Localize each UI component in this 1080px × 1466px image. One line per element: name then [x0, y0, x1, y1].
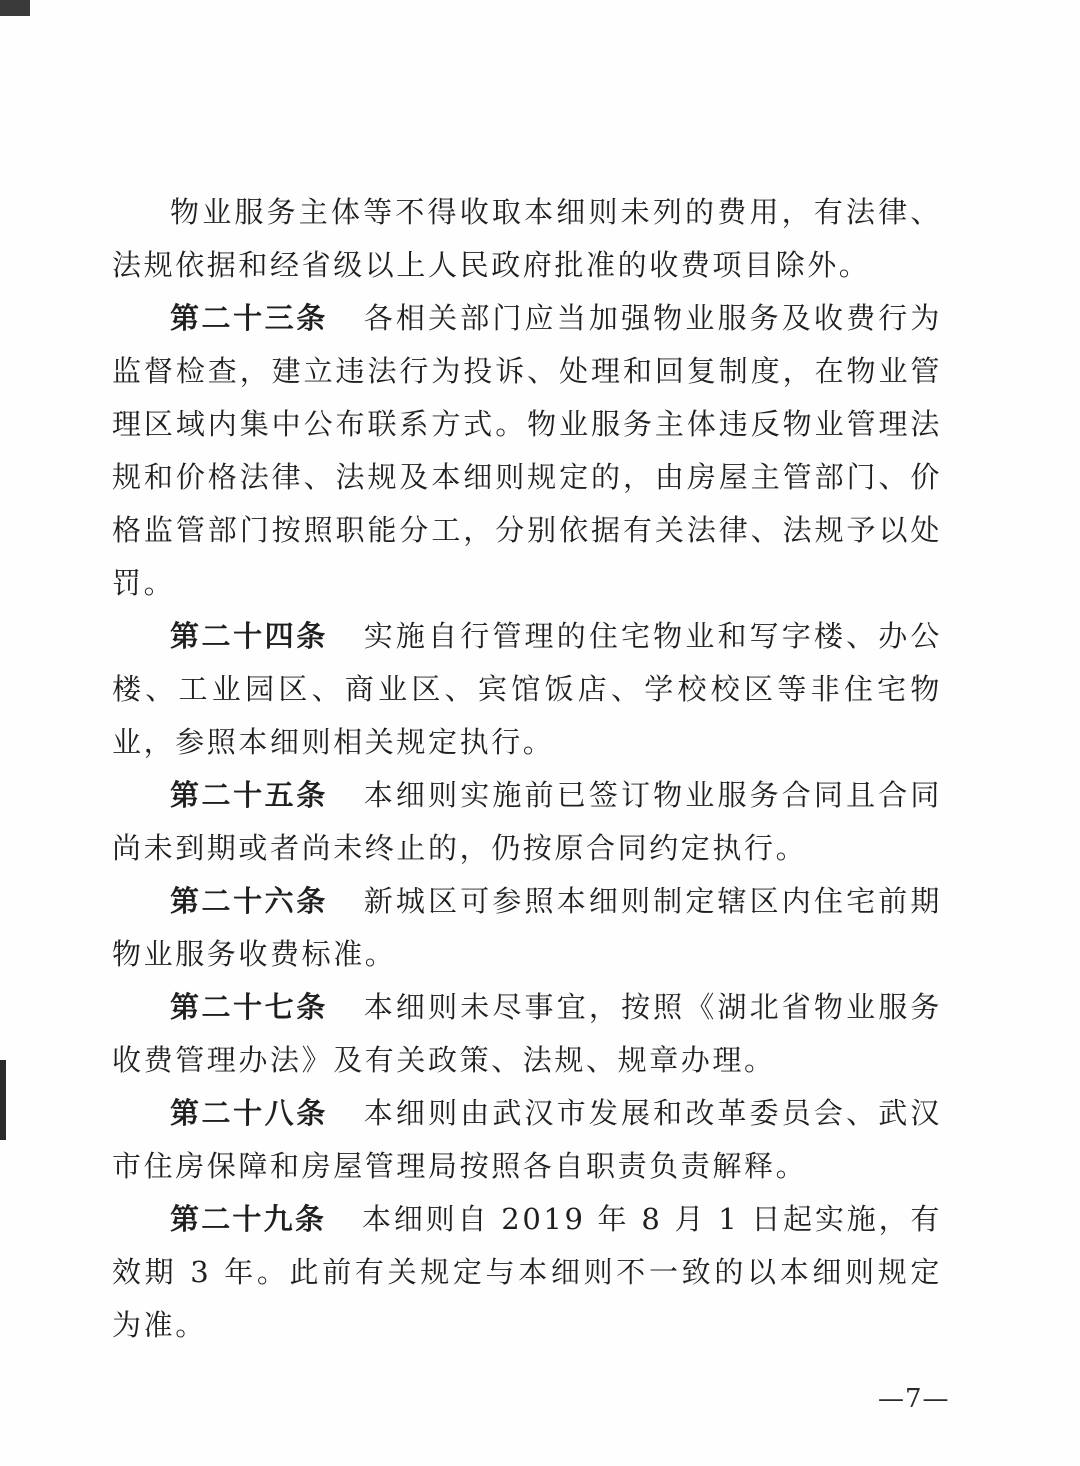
article-24 — [112, 610, 942, 769]
article-label: 第二十三条 — [170, 301, 328, 335]
article-23 — [112, 292, 942, 610]
article-label: 第二十八条 — [170, 1096, 328, 1130]
article-text: 新城区可参照本细则制定辖区内住宅前期物业服务收费标准。 — [112, 884, 942, 971]
article-text: 本细则由武汉市发展和改革委员会、武汉市住房保障和房屋管理局按照各自职责负责解释。 — [112, 1096, 942, 1183]
article-label: 第二十六条 — [170, 884, 328, 918]
scan-edge-mark — [0, 1060, 6, 1140]
article-26 — [112, 875, 942, 981]
article-29 — [112, 1193, 942, 1352]
article-28 — [112, 1087, 942, 1193]
document-body — [112, 186, 942, 1352]
article-text: 本细则实施前已签订物业服务合同且合同尚未到期或者尚未终止的，仍按原合同约定执行。 — [112, 778, 942, 865]
article-label: 第二十五条 — [170, 778, 328, 812]
scan-edge-mark — [0, 0, 30, 16]
article-text: 各相关部门应当加强物业服务及收费行为监督检查，建立违法行为投诉、处理和回复制度，在物业管理区域内集中公布联系方式。物业服务主体违反物业管理法规和价格法律、法规及本细则规定的，由房屋主管部门、价格监管部门按照职能分工，分别依据有关法律、法规予以处罚。 — [112, 301, 942, 600]
article-label: 第二十七条 — [170, 990, 328, 1024]
article-label: 第二十四条 — [170, 619, 328, 653]
paragraph-text: 物业服务主体等不得收取本细则未列的费用，有法律、法规依据和经省级以上人民政府批准的收费项目除外。 — [112, 195, 942, 282]
article-label: 第二十九条 — [170, 1202, 327, 1236]
page-number: —7— — [878, 1384, 950, 1414]
article-27 — [112, 981, 942, 1087]
article-25 — [112, 769, 942, 875]
article-text: 实施自行管理的住宅物业和写字楼、办公楼、工业园区、商业区、宾馆饭店、学校校区等非住宅物业，参照本细则相关规定执行。 — [112, 619, 942, 759]
paragraph — [112, 186, 942, 292]
article-text: 本细则自 2019 年 8 月 1 日起实施，有效期 3 年。此前有关规定与本细则不一致的以本细则规定为准。 — [112, 1202, 942, 1342]
article-text: 本细则未尽事宜，按照《湖北省物业服务收费管理办法》及有关政策、法规、规章办理。 — [112, 990, 942, 1077]
